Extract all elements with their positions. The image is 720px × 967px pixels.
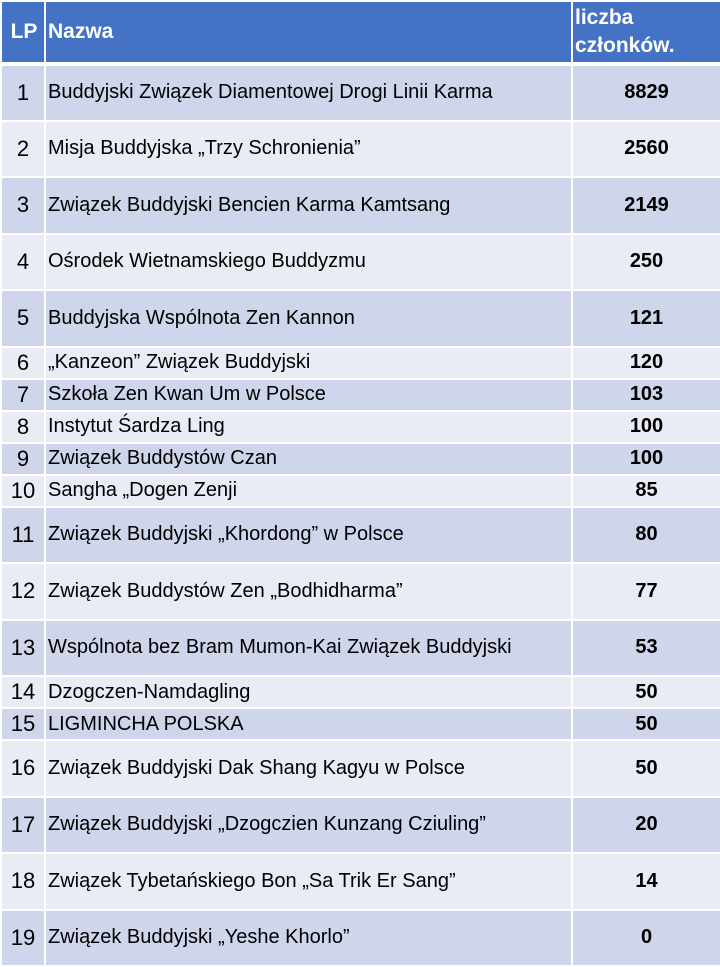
row-lp: 13 [1, 620, 45, 677]
table-row [1, 411, 720, 443]
table-row [1, 853, 720, 910]
row-count: 80 [572, 507, 720, 564]
header-count-line1: liczba [575, 6, 634, 29]
table-row [1, 797, 720, 854]
row-name: Dzogczen-Namdagling [45, 676, 572, 708]
table-row [1, 177, 720, 234]
row-lp: 6 [1, 347, 45, 379]
row-name: Związek Buddyjski „Yeshe Khorlo” [45, 910, 572, 967]
row-count: 250 [572, 234, 720, 291]
row-count: 85 [572, 475, 720, 507]
table-row [1, 443, 720, 475]
table-row [1, 121, 720, 178]
row-lp: 3 [1, 177, 45, 234]
row-lp: 11 [1, 507, 45, 564]
row-count: 100 [572, 443, 720, 475]
row-name: „Kanzeon” Związek Buddyjski [45, 347, 572, 379]
row-lp: 2 [1, 121, 45, 178]
row-count: 103 [572, 379, 720, 411]
header-count-line2: członków. [575, 34, 675, 57]
header-count [572, 1, 720, 64]
table-row [1, 64, 720, 121]
row-count: 50 [572, 708, 720, 740]
row-lp: 18 [1, 853, 45, 910]
row-count: 0 [572, 910, 720, 967]
table-row [1, 347, 720, 379]
row-count: 100 [572, 411, 720, 443]
row-name: Związek Buddystów Zen „Bodhidharma” [45, 563, 572, 620]
row-name: Instytut Śardza Ling [45, 411, 572, 443]
row-lp: 14 [1, 676, 45, 708]
row-count: 2560 [572, 121, 720, 178]
table-row [1, 563, 720, 620]
row-count: 2149 [572, 177, 720, 234]
header-name: Nazwa [45, 1, 572, 64]
row-lp: 5 [1, 290, 45, 347]
row-name: Sangha „Dogen Zenji [45, 475, 572, 507]
row-name: Szkoła Zen Kwan Um w Polsce [45, 379, 572, 411]
row-lp: 9 [1, 443, 45, 475]
row-lp: 8 [1, 411, 45, 443]
row-name: Związek Buddyjski „Khordong” w Polsce [45, 507, 572, 564]
row-count: 50 [572, 676, 720, 708]
row-count: 8829 [572, 64, 720, 121]
header-row [1, 1, 720, 64]
header-lp: LP [1, 1, 45, 64]
row-count: 14 [572, 853, 720, 910]
row-name: Buddyjski Związek Diamentowej Drogi Linii Karma [45, 64, 572, 121]
row-lp: 19 [1, 910, 45, 967]
table-row [1, 620, 720, 677]
row-count: 20 [572, 797, 720, 854]
row-name: LIGMINCHA POLSKA [45, 708, 572, 740]
row-count: 120 [572, 347, 720, 379]
table-row [1, 910, 720, 967]
table-row [1, 740, 720, 797]
row-name: Wspólnota bez Bram Mumon-Kai Związek Buddyjski [45, 620, 572, 677]
table-row [1, 234, 720, 291]
row-name: Związek Buddyjski „Dzogczien Kunzang Cziuling” [45, 797, 572, 854]
table-row [1, 290, 720, 347]
row-lp: 16 [1, 740, 45, 797]
row-lp: 12 [1, 563, 45, 620]
row-name: Buddyjska Wspólnota Zen Kannon [45, 290, 572, 347]
table-row [1, 708, 720, 740]
table-row [1, 676, 720, 708]
row-name: Misja Buddyjska „Trzy Schronienia” [45, 121, 572, 178]
row-lp: 4 [1, 234, 45, 291]
row-lp: 10 [1, 475, 45, 507]
row-lp: 7 [1, 379, 45, 411]
table-row [1, 475, 720, 507]
row-name: Ośrodek Wietnamskiego Buddyzmu [45, 234, 572, 291]
row-count: 121 [572, 290, 720, 347]
table-row [1, 507, 720, 564]
row-lp: 15 [1, 708, 45, 740]
row-name: Związek Buddyjski Dak Shang Kagyu w Polsce [45, 740, 572, 797]
row-name: Związek Buddystów Czan [45, 443, 572, 475]
table-row [1, 379, 720, 411]
row-lp: 17 [1, 797, 45, 854]
row-count: 50 [572, 740, 720, 797]
row-name: Związek Tybetańskiego Bon „Sa Trik Er Sang” [45, 853, 572, 910]
row-count: 77 [572, 563, 720, 620]
row-name: Związek Buddyjski Bencien Karma Kamtsang [45, 177, 572, 234]
row-count: 53 [572, 620, 720, 677]
row-lp: 1 [1, 64, 45, 121]
